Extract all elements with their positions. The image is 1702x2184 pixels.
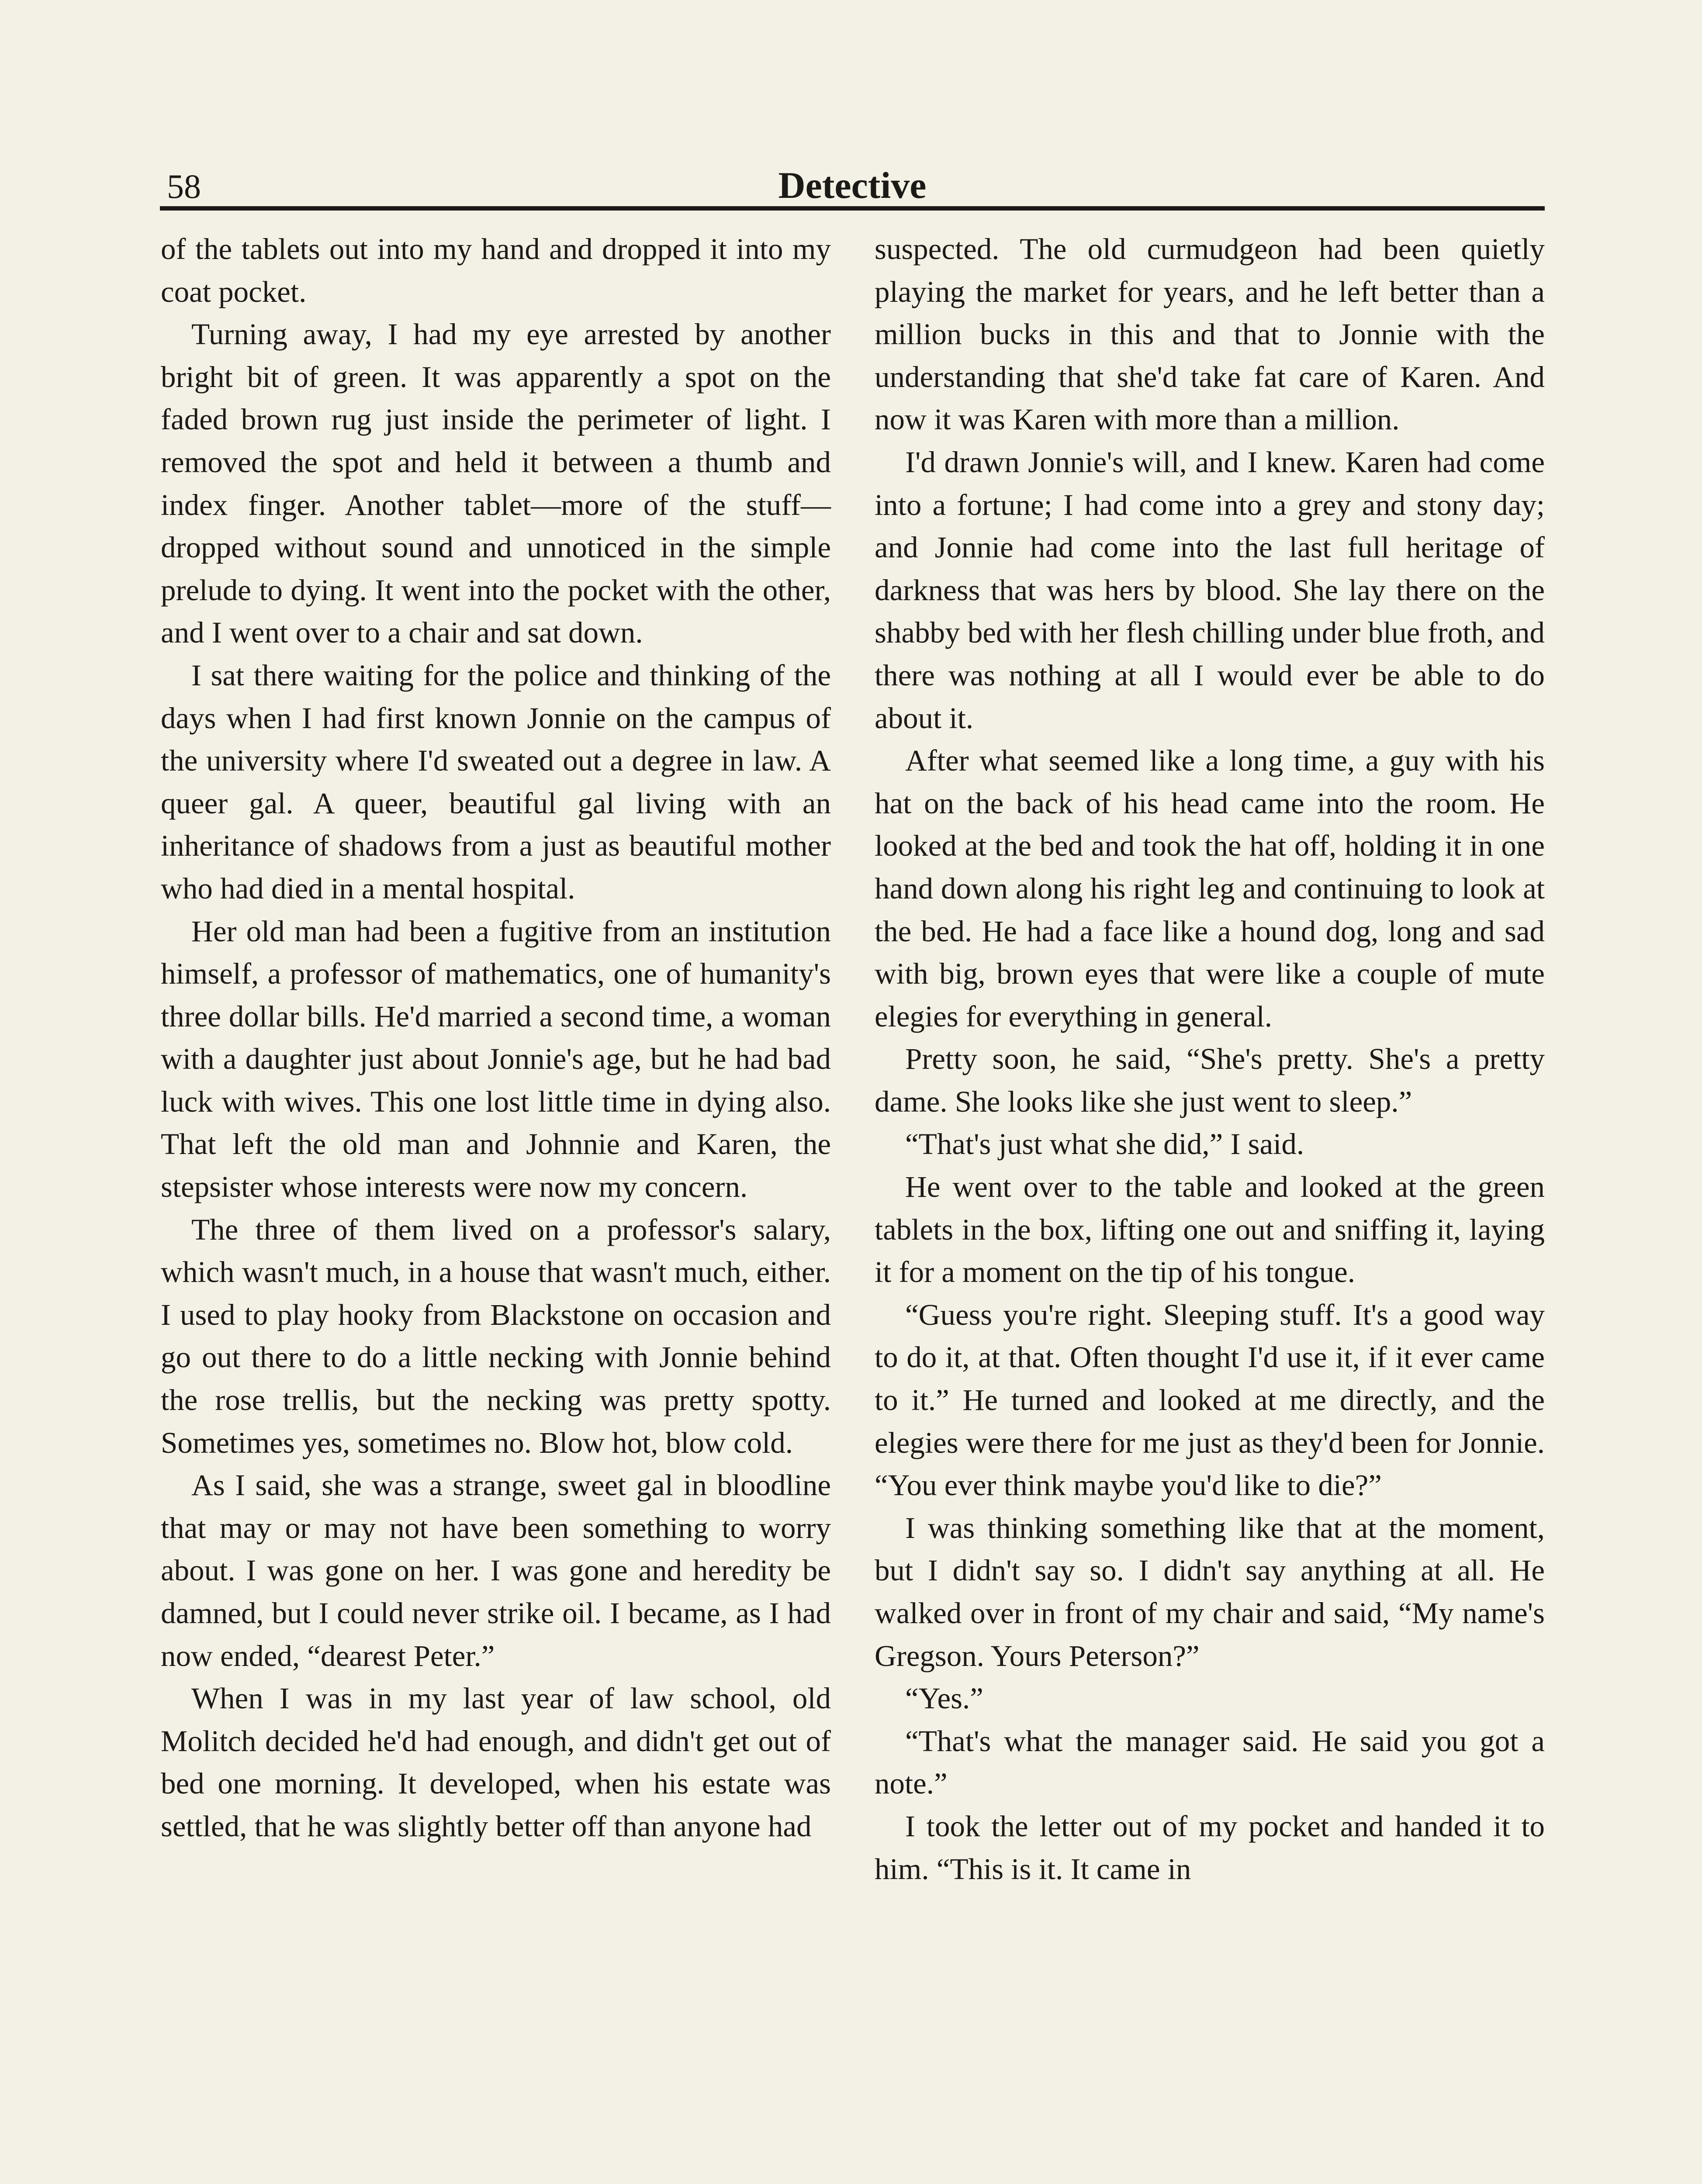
header-rule	[160, 206, 1545, 211]
paragraph: “Guess you're right. Sleeping stuff. It's a good way to do it, at that. Often thought I'd use it, if it ever came to it.” He turned and looked at me directly, and the elegies were there for me just as they'd been for Jonnie. “You ever think maybe you'd like to die?”	[875, 1298, 1545, 1502]
running-title: Detective	[778, 164, 927, 206]
paragraph: “That's just what she did,” I said.	[905, 1127, 1304, 1161]
paragraph: of the tablets out into my hand and dropped it into my coat pocket.	[161, 232, 831, 308]
paragraph: Pretty soon, he said, “She's pretty. She's a pretty dame. She looks like she just went to sleep.”	[875, 1042, 1545, 1118]
paragraph: After what seemed like a long time, a guy with his hat on the back of his head came into the room. He looked at the bed and took the hat off, holding it in one hand down along his right leg and continuing to look at the bed. He had a face like a hound dog, long and sad with big, brown eyes that were like a couple of mute elegies for everything in general.	[875, 744, 1545, 1033]
paragraph: I sat there waiting for the police and thinking of the days when I had first known Jonnie on the campus of the university where I'd sweated out a degree in law. A queer gal. A queer, beautiful gal living with an inheritance of shadows from a just as beautiful mother who had died in a mental hospital.	[161, 658, 831, 905]
paragraph: “Yes.”	[905, 1682, 983, 1715]
paragraph: I'd drawn Jonnie's will, and I knew. Karen had come into a fortune; I had come into a grey and stony day; and Jonnie had come into the last full heritage of darkness that was hers by blood. She lay there on the shabby bed with her flesh chilling under blue froth, and there was nothing at all I would ever be able to do about it.	[875, 445, 1545, 735]
page-header	[160, 158, 1545, 206]
paragraph: I took the letter out of my pocket and handed it to him. “This is it. It came in	[875, 1809, 1545, 1886]
right-column	[875, 228, 1545, 1890]
paragraph: suspected. The old curmudgeon had been quietly playing the market for years, and he left better than a million bucks in this and that to Jonnie with the understanding that she'd take fat care of Karen. And now it was Karen with more than a million.	[875, 232, 1545, 436]
paragraph: He went over to the table and looked at the green tablets in the box, lifting one out and sniffing it, laying it for a moment on the tip of his tongue.	[875, 1170, 1545, 1289]
paragraph: I was thinking something like that at the moment, but I didn't say so. I didn't say anything at all. He walked over in front of my chair and said, “My name's Gregson. Yours Peterson?”	[875, 1511, 1545, 1673]
left-column	[161, 228, 831, 1848]
paragraph: As I said, she was a strange, sweet gal in bloodline that may or may not have been something to worry about. I was gone on her. I was gone and heredity be damned, but I could never strike oil. I became, as I had now ended, “dearest Peter.”	[161, 1469, 831, 1673]
paragraph: Her old man had been a fugitive from an institution himself, a professor of mathematics, one of humanity's three dollar bills. He'd married a second time, a woman with a daughter just about Jonnie's age, but he had bad luck with wives. This one lost little time in dying also. That left the old man and Johnnie and Karen, the stepsister whose interests were now my concern.	[161, 914, 831, 1204]
paragraph: When I was in my last year of law school, old Molitch decided he'd had enough, and didn't get out of bed one morning. It developed, when his estate was settled, that he was slightly better off than anyone had	[161, 1682, 831, 1843]
paragraph: Turning away, I had my eye arrested by another bright bit of green. It was apparently a spot on the faded brown rug just inside the perimeter of light. I removed the spot and held it between a thumb and index finger. Another tablet—more of the stuff—dropped without sound and unnoticed in the simple prelude to dying. It went into the pocket with the other, and I went over to a chair and sat down.	[161, 318, 831, 650]
paragraph: “That's what the manager said. He said you got a note.”	[875, 1724, 1545, 1800]
page-number: 58	[167, 167, 201, 205]
paragraph: The three of them lived on a professor's salary, which wasn't much, in a house that wasn't much, either. I used to play hooky from Blackstone on occasion and go out there to do a little necking with Jonnie behind the rose trellis, but the necking was pretty spotty. Sometimes yes, sometimes no. Blow hot, blow cold.	[161, 1213, 831, 1459]
